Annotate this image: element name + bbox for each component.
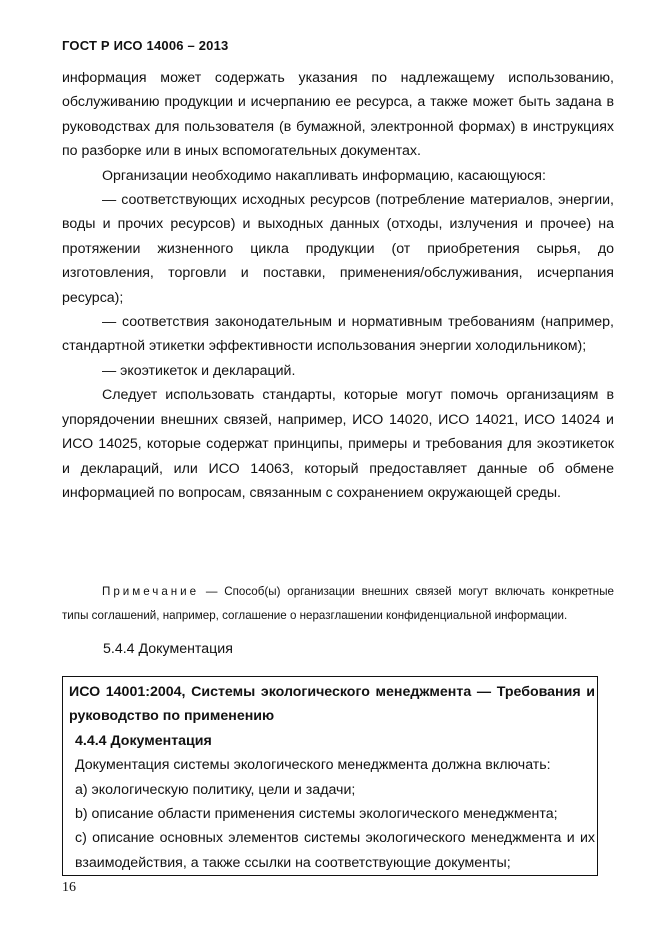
note — [62, 580, 614, 628]
document-header: ГОСТ Р ИСО 14006 – 2013 — [62, 38, 229, 53]
list-item: — экоэтикеток и деклараций. — [102, 362, 296, 379]
list-item: — соответствия законодательным и нормативным требованиям (например, стандартной этикетки эффективности использования энергии холодильником); — [62, 314, 614, 355]
note-label: Примечание — [102, 585, 200, 598]
paragraph: Организации необходимо накапливать информацию, касающуюся: — [102, 167, 546, 184]
box-list-item: c) описание основных элементов системы экологического менеджмента и их взаимодействия, а также ссылки на соответствующие документы; — [75, 830, 595, 871]
note-text: — Способ(ы) организации внешних связей могут включать конкретные типы соглашений, например, соглашение о неразглашении конфиденциальной информации. — [62, 585, 614, 622]
body-text — [62, 66, 614, 505]
box-intro: Документация системы экологического менеджмента должна включать: — [75, 757, 551, 774]
list-item: — соответствующих исходных ресурсов (потребление материалов, энергии, воды и прочих ресурсов) и выходных данных (отходы, излучения и прочее) на протяжении жизненного цикла продукции (от приобретения сырья, до изготовления, торговли и поставки, применения/обслуживания, исчерпания ресурса); — [62, 192, 614, 306]
section-heading: 5.4.4 Документация — [103, 641, 233, 657]
quoted-standard-box — [62, 676, 598, 876]
box-title: ИСО 14001:2004, Системы экологического менеджмента — Требования и руководство по применению — [69, 684, 595, 725]
box-list-item: a) экологическую политику, цели и задачи; — [75, 781, 356, 798]
box-list-item: b) описание области применения системы экологического менеджмента; — [75, 806, 558, 823]
page-number: 16 — [62, 880, 76, 895]
box-subheading: 4.4.4 Документация — [75, 732, 212, 749]
paragraph: Следует использовать стандарты, которые могут помочь организациям в упорядочении внешних связей, например, ИСО 14020, ИСО 14021, ИСО 14024 и ИСО 14025, которые содержат принципы, примеры и требования для экоэтикеток и деклараций, или ИСО 14063, который предоставляет данные об обмене информацией по вопросам, связанным с сохранением окружающей среды. — [62, 387, 614, 501]
paragraph: информация может содержать указания по надлежащему использованию, обслуживанию продукции и исчерпанию ее ресурса, а также может быть задана в руководствах для пользователя (в бумажной, электронной формах) в инструкциях по разборке или в иных вспомогательных документах. — [62, 70, 614, 160]
